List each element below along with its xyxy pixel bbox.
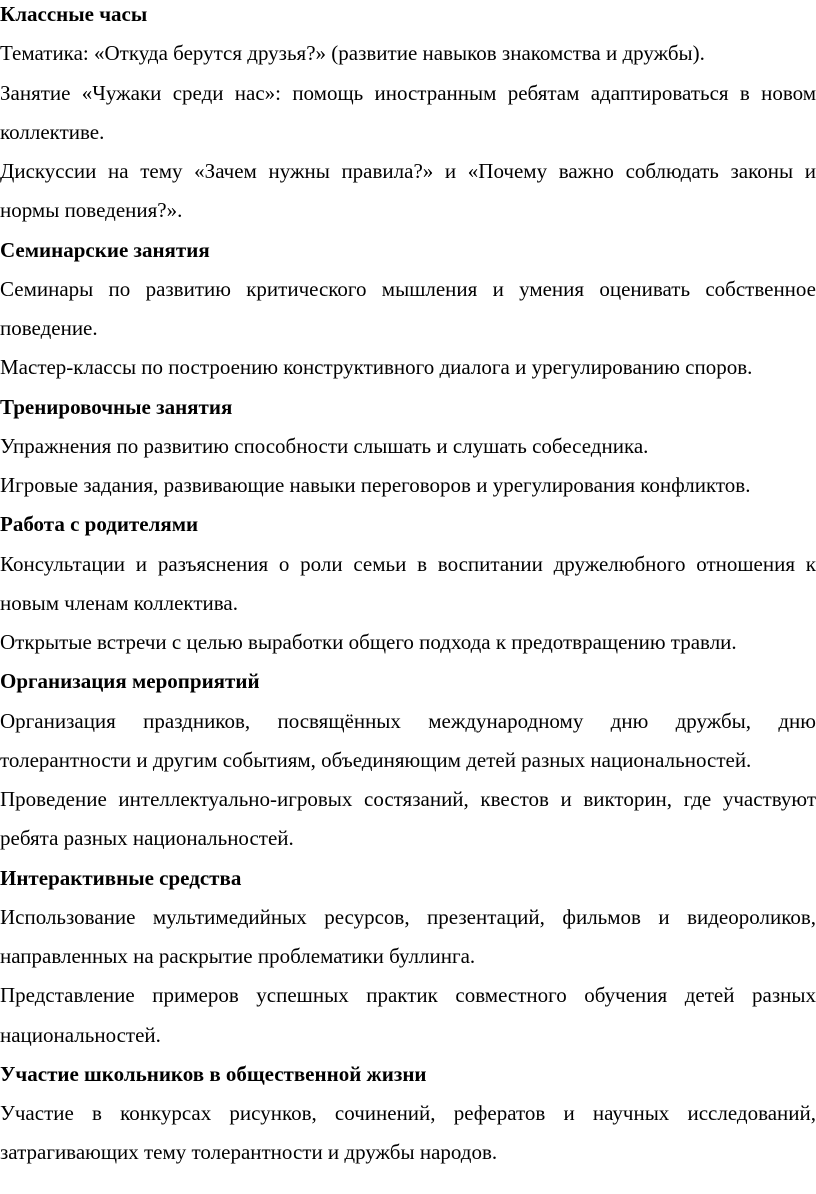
section-heading: Работа с родителями — [0, 512, 199, 537]
paragraph-line: толерантности и другим событиям, объединяющим детей разных национальностей. — [0, 747, 752, 772]
paragraph-line: Открытые встречи с целью выработки общего подхода к предотвращению травли. — [0, 630, 737, 654]
paragraph-line: новым членам коллектива. — [0, 590, 238, 615]
paragraph-line: Упражнения по развитию способности слышать и слушать собеседника. — [0, 433, 649, 458]
section-heading: Участие школьников в общественной жизни — [0, 1061, 427, 1086]
paragraph-line: Участие в конкурсах рисунков, сочинений, рефератов и научных исследований, — [0, 1101, 816, 1125]
paragraph-line: Проведение интеллектуально-игровых состязаний, квестов и викторин, где участвуют — [0, 787, 816, 811]
section-heading: Интерактивные средства — [0, 865, 242, 890]
paragraph-line: Консультации и разъяснения о роли семьи в воспитании дружелюбного отношения к — [0, 551, 816, 576]
paragraph-line: Представление примеров успешных практик совместного обучения детей разных — [0, 983, 816, 1008]
paragraph-line: поведение. — [0, 316, 98, 340]
section-heading: Организация мероприятий — [0, 669, 260, 694]
paragraph-line: затрагивающих тему толерантности и дружбы народов. — [0, 1140, 498, 1165]
section-heading: Семинарские занятия — [0, 237, 210, 262]
paragraph-line: Семинары по развитию критического мышления и умения оценивать собственное — [0, 276, 816, 301]
paragraph-line: национальностей. — [0, 1022, 161, 1047]
section-heading: Тренировочные занятия — [0, 394, 233, 419]
paragraph-line: направленных на раскрытие проблематики буллинга. — [0, 944, 476, 968]
paragraph-line: Игровые задания, развивающие навыки переговоров и урегулирования конфликтов. — [0, 473, 751, 497]
paragraph-line: коллективе. — [0, 119, 105, 144]
paragraph-line: нормы поведения?». — [0, 198, 183, 223]
paragraph-line: Занятие «Чужаки среди нас»: помощь иностранным ребятам адаптироваться в новом — [0, 80, 816, 105]
paragraph-line: Использование мультимедийных ресурсов, презентаций, фильмов и видеороликов, — [0, 904, 816, 929]
paragraph-line: Дискуссии на тему «Зачем нужны правила?» и «Почему важно соблюдать законы и — [0, 159, 816, 183]
paragraph-line: Мастер-классы по построению конструктивного диалога и урегулированию споров. — [0, 355, 753, 380]
section-heading: Классные часы — [0, 2, 148, 26]
paragraph-line: Тематика: «Откуда берутся друзья?» (развитие навыков знакомства и дружбы). — [0, 41, 705, 66]
paragraph-line: Организация праздников, посвящённых международному дню дружбы, дню — [0, 708, 816, 733]
paragraph-line: ребята разных национальностей. — [0, 826, 294, 851]
